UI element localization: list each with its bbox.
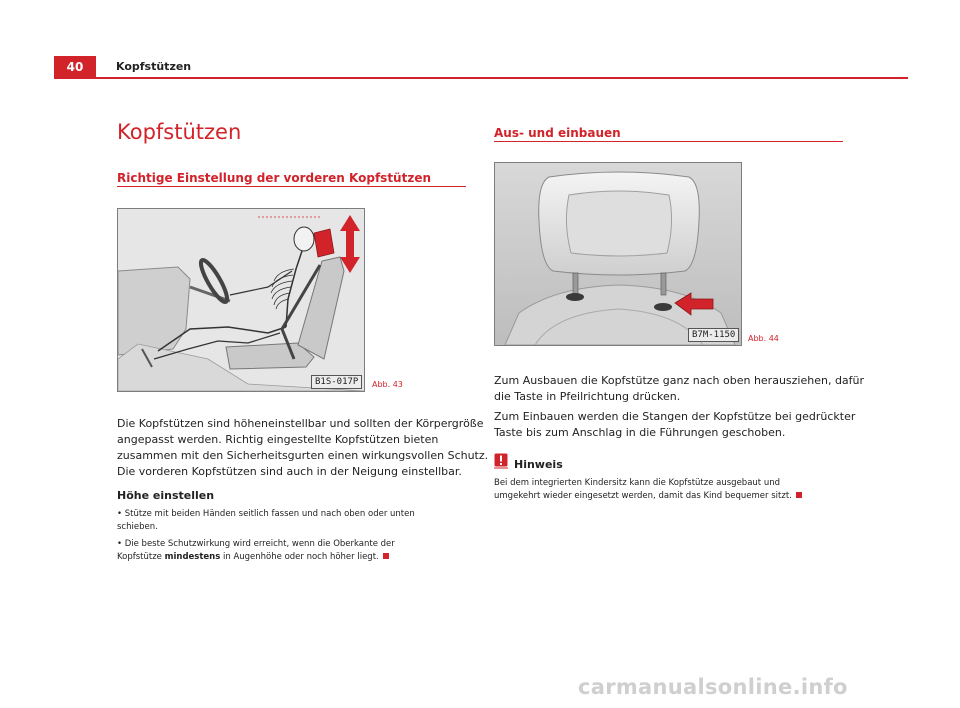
figure-code-43: B1S-017P bbox=[311, 375, 362, 389]
running-title: Kopfstützen bbox=[116, 60, 192, 73]
note-icon bbox=[494, 453, 508, 469]
text-line: zusammen mit den Sicherheitsgurten einen wirkungsvollen Schutz. bbox=[117, 449, 489, 462]
subheading-height-adjust: Höhe einstellen bbox=[117, 489, 215, 502]
section-heading-adjust: Richtige Einstellung der vorderen Kopfstützen bbox=[117, 171, 431, 185]
text-line: Bei dem integrierten Kindersitz kann die Kopfstütze ausgebaut und bbox=[494, 478, 781, 488]
text-line: • Die beste Schutzwirkung wird erreicht, wenn die Oberkante der bbox=[117, 539, 395, 549]
text-fragment: Kopfstütze bbox=[117, 552, 165, 562]
installation-paragraph bbox=[494, 409, 855, 441]
note-text bbox=[494, 477, 802, 503]
note-heading: Hinweis bbox=[514, 458, 563, 471]
end-of-section-marker bbox=[383, 553, 389, 559]
bullet-2 bbox=[117, 538, 395, 564]
text-line: Zum Einbauen werden die Stangen der Kopfstütze bei gedrückter bbox=[494, 410, 856, 423]
text-line: angepasst werden. Richtig eingestellte Kopfstützen bieten bbox=[117, 433, 439, 446]
text-line: umgekehrt wieder eingesetzt werden, damit das Kind bequemer sitzt. bbox=[494, 491, 792, 501]
text-line: Die vorderen Kopfstützen sind auch in der Neigung einstellbar. bbox=[117, 465, 462, 478]
text-line: Die Kopfstützen sind höheneinstellbar und sollten der Körpergröße bbox=[117, 417, 484, 430]
section-rule-right bbox=[494, 141, 843, 142]
header-rule bbox=[54, 77, 908, 79]
page-number: 40 bbox=[54, 56, 96, 78]
text-line: Zum Ausbauen die Kopfstütze ganz nach oben herausziehen, dafür bbox=[494, 374, 865, 387]
headrest-illustration bbox=[495, 163, 741, 345]
bullet-1 bbox=[117, 508, 415, 534]
section-heading-remove-install: Aus- und einbauen bbox=[494, 126, 621, 140]
end-of-section-marker bbox=[796, 492, 802, 498]
text-line: • Stütze mit beiden Händen seitlich fassen und nach oben oder unten bbox=[117, 509, 415, 519]
watermark: carmanualsonline.info bbox=[578, 675, 848, 699]
driver-seat-illustration bbox=[118, 209, 364, 391]
figure-code-44: B7M-1150 bbox=[688, 328, 739, 342]
figure-caption-43: Abb. 43 bbox=[372, 380, 403, 389]
intro-paragraph bbox=[117, 416, 488, 480]
text-line: Taste bis zum Anschlag in die Führungen geschoben. bbox=[494, 426, 786, 439]
text-fragment: in Augenhöhe oder noch höher liegt. bbox=[220, 552, 379, 562]
figure-headrest bbox=[494, 162, 742, 346]
figure-driver-seat bbox=[117, 208, 365, 392]
text-line: die Taste in Pfeilrichtung drücken. bbox=[494, 390, 681, 403]
emphasis-mindestens: mindestens bbox=[164, 552, 221, 562]
removal-paragraph bbox=[494, 373, 864, 405]
section-rule-left bbox=[117, 186, 466, 187]
page-title: Kopfstützen bbox=[117, 120, 242, 144]
text-line: schieben. bbox=[117, 522, 158, 532]
figure-caption-44: Abb. 44 bbox=[748, 334, 779, 343]
